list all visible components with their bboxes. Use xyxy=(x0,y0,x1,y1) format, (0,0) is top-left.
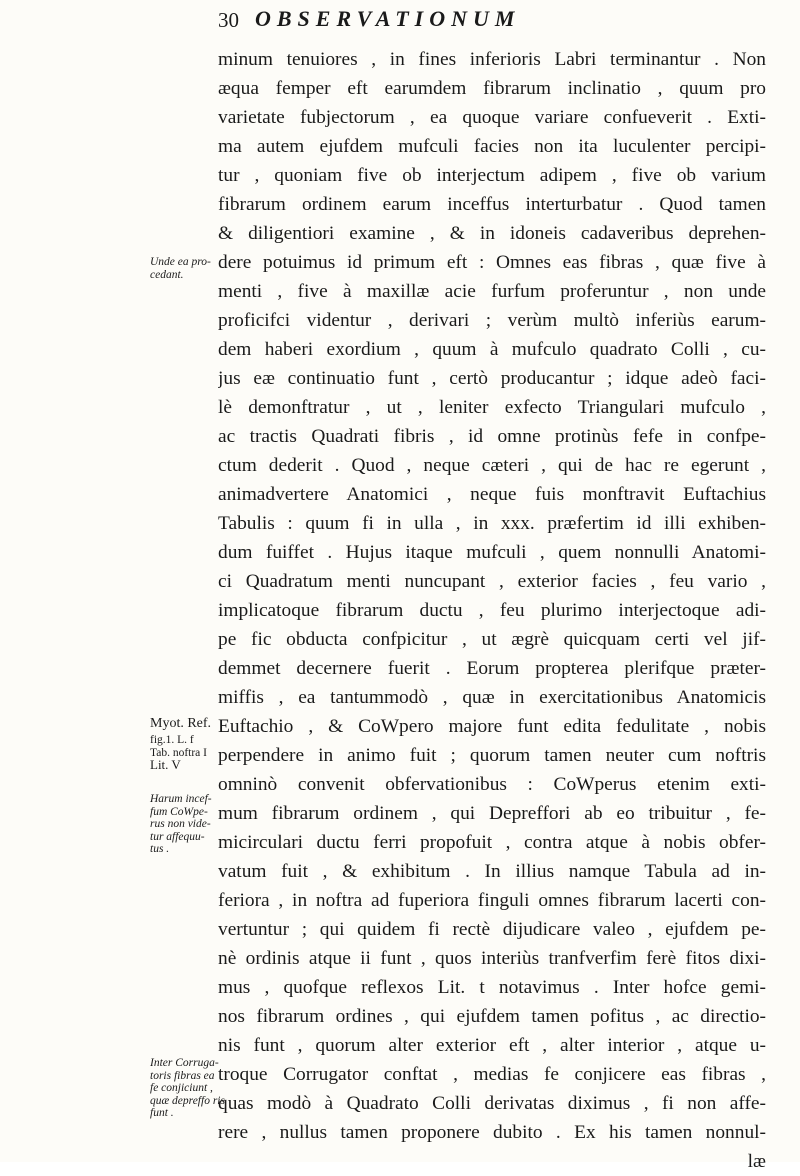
text-line: micirculari ductu ferri propofuit , contra atque à nobis obfer- xyxy=(218,832,766,853)
text-line: miffis , ea tantummodò , quæ in exercitationibus Anatomicis xyxy=(218,687,766,708)
text-line: mus , quofque reflexos Lit. t notavimus . Inter hofce gemi- xyxy=(218,977,766,998)
text-line: vertuntur ; qui quidem fi rectè dijudicare valeo , ejufdem pe- xyxy=(218,919,766,940)
text-line: omninò convenit obfervationibus : CoWperus etenim exti- xyxy=(218,774,766,795)
body-text xyxy=(218,45,766,1176)
margin-note-corrugator: Inter Corruga- toris fibras ea fe conjiciunt , quæ depreffo ris funt . xyxy=(150,1057,225,1119)
text-line: ma autem ejufdem mufculi facies non ita luculenter percipi- xyxy=(218,136,766,157)
text-line: feriora , in noftra ad fuperiora finguli omnes fibrarum lacerti con- xyxy=(218,890,766,911)
text-line: mum fibrarum ordinem , qui Depreffori ab eo tribuitur , fe- xyxy=(218,803,766,824)
running-head: OBSERVATIONUM xyxy=(255,6,521,31)
text-line: nos fibrarum ordines , qui ejufdem tamen pofitus , ac directio- xyxy=(218,1006,766,1027)
text-line: & diligentiori examine , & in idoneis cadaveribus deprehen- xyxy=(218,223,766,244)
margin-note-reference: Myot. Ref. xyxy=(150,716,212,731)
text-line: menti , five à maxillæ acie furfum proferuntur , non unde xyxy=(218,281,766,302)
margin-note-figure: fig.1. L. f Tab. noftra I Lit. V xyxy=(150,734,207,772)
text-line: læ xyxy=(747,1151,766,1172)
text-line: nè ordinis atque ii funt , quos interiùs tranfverfim ferè fitos dixi- xyxy=(218,948,766,969)
text-line: æqua femper eft earumdem fibrarum inclinatio , quum pro xyxy=(218,78,766,99)
text-line: ac tractis Quadrati fibris , id omne protinùs fefe in confpe- xyxy=(218,426,766,447)
text-line: perpendere in animo fuit ; quorum tamen neuter cum noftris xyxy=(218,745,766,766)
text-line: proficifci videntur , derivari ; verùm multò inferiùs earum- xyxy=(218,310,766,331)
margin-note-origin: Unde ea pro- cedant. xyxy=(150,256,211,281)
text-line: rere , nullus tamen proponere dubito . Ex his tamen nonnul- xyxy=(218,1122,766,1143)
text-line: fibrarum ordinem earum inceffus interturbatur . Quod tamen xyxy=(218,194,766,215)
page-number: 30 xyxy=(218,8,239,32)
text-line: troque Corrugator conftat , medias fe conjicere eas fibras , xyxy=(218,1064,766,1085)
text-line: Tabulis : quum fi in ulla , in xxx. præfertim id illi exhiben- xyxy=(218,513,766,534)
text-line: ctum dederit . Quod , neque cæteri , qui de hac re egerunt , xyxy=(218,455,766,476)
text-line: jus eæ continuatio funt , certò producantur ; idque adeò faci- xyxy=(218,368,766,389)
text-line: varietate fubjectorum , ea quoque variare confueverit . Exti- xyxy=(218,107,766,128)
margin-note-cowper: Harum incef- fum CoWpe- rus non vide- tur affequu- tus . xyxy=(150,793,212,855)
text-line: pe fic obducta confpicitur , ut ægrè quicquam certi vel jif- xyxy=(218,629,766,650)
text-line: vatum fuit , & exhibitum . In illius namque Tabula ad in- xyxy=(218,861,766,882)
text-line: Euftachio , & CoWpero majore funt edita fedulitate , nobis xyxy=(218,716,766,737)
text-line: tur , quoniam five ob interjectum adipem , five ob varium xyxy=(218,165,766,186)
text-line: minum tenuiores , in fines inferioris Labri terminantur . Non xyxy=(218,49,766,70)
text-line: implicatoque fibrarum ductu , feu plurimo interjectoque adi- xyxy=(218,600,766,621)
text-line: dum fuiffet . Hujus itaque mufculi , quem nonnulli Anatomi- xyxy=(218,542,766,563)
text-line: dere potuimus id primum eft : Omnes eas fibras , quæ five à xyxy=(218,252,766,273)
text-line: quas modò à Quadrato Colli derivatas diximus , fi non affe- xyxy=(218,1093,766,1114)
text-line: ci Quadratum menti nuncupant , exterior facies , feu vario , xyxy=(218,571,766,592)
text-line: demmet decernere fuerit . Eorum propterea plerifque præter- xyxy=(218,658,766,679)
text-line: animadvertere Anatomici , neque fuis monftravit Euftachius xyxy=(218,484,766,505)
text-line: lè demonftratur , ut , leniter exfecto Triangulari mufculo , xyxy=(218,397,766,418)
text-line: dem haberi exordium , quum à mufculo quadrato Colli , cu- xyxy=(218,339,766,360)
text-line: nis funt , quorum alter exterior eft , alter interior , atque u- xyxy=(218,1035,766,1056)
